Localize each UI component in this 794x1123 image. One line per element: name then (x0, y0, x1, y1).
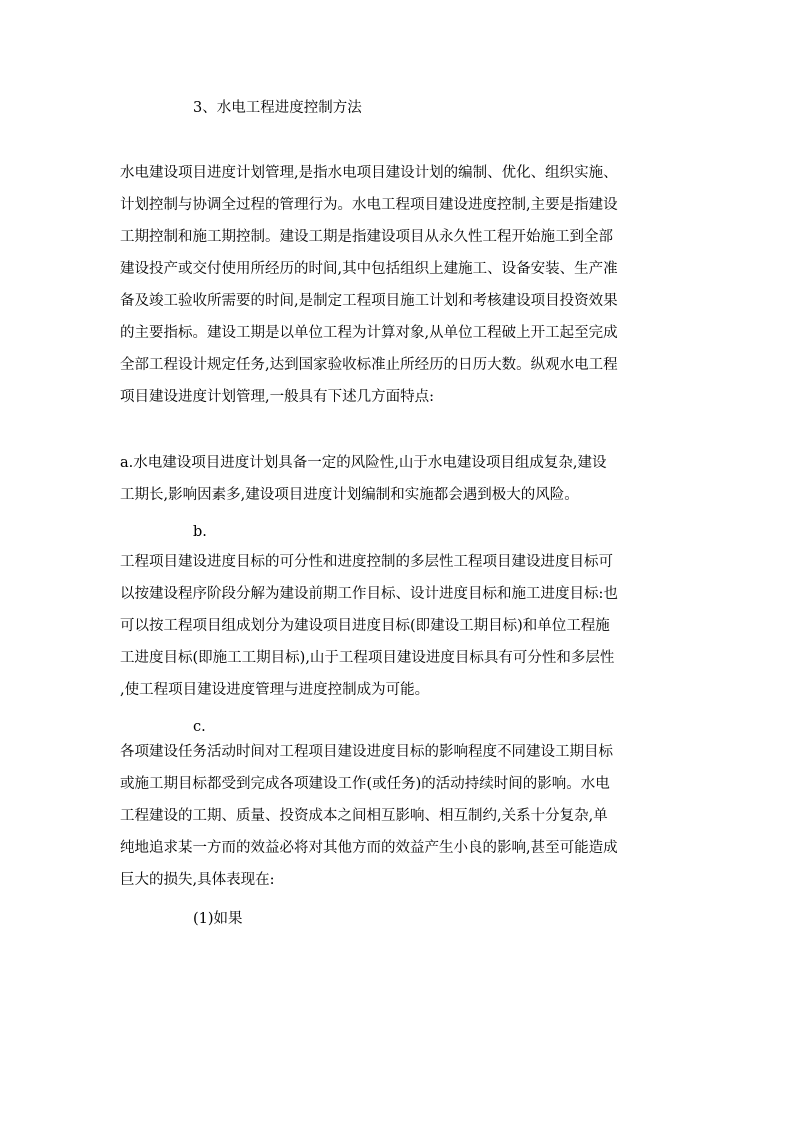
paragraph-1-line: 工期控制和施工期控制。建设工期是指建设项目从永久性工程开始施工到全部 (120, 229, 613, 245)
paragraph-1-line: 的主要指标。建设工期是以单位工程为计算对象,从单位工程破上开工起至完成 (120, 325, 618, 341)
item-a-line: 工期长,影响因素多,建设项目进度计划编制和实施都会遇到极大的风险。 (120, 487, 579, 503)
item-b-line: 工进度目标(即施工工期目标),山于工程项目建设进度目标具有可分性和多层性 (120, 650, 615, 666)
item-b-line: 工程项目建设进度目标的可分性和进度控制的多层性工程项目建设进度目标可 (120, 554, 613, 570)
item-1-line: (1)如果 (193, 911, 243, 927)
item-c-line: 巨大的损失,具体表现在: (120, 872, 275, 888)
item-c-line: 各项建设任务活动时间对工程项目建设进度目标的影响程度不同建设工期目标 (120, 744, 613, 760)
item-b-line: 可以按工程项目组成划分为建设项目进度目标(即建设工期目标)和单位工程施 (120, 618, 610, 634)
paragraph-1-line: 建设投产或交付使用所经历的时间,其中包括组织上建施工、设备安装、生产准 (120, 261, 618, 277)
item-c-marker: c. (193, 719, 206, 735)
paragraph-1-line: 计划控制与协调全过程的管理行为。水电工程项目建设进度控制,主要是指建设 (120, 197, 618, 213)
section-heading: 3、水电工程进度控制方法 (193, 100, 362, 116)
item-c-line: 纯地追求某一方而的效益必将对其他方而的效益产生小良的影响,甚至可能造成 (120, 840, 618, 856)
item-c-line: 或施工期目标都受到完成各项建设工作(或任务)的活动持续时间的影响。水电 (120, 776, 610, 792)
paragraph-1-line: 备及竣工验收所需要的时间,是制定工程项目施工计划和考核建设项目投资效果 (120, 293, 618, 309)
paragraph-1-line: 全部工程设计规定任务,达到国家验收标准止所经历的日历大数。纵观水电工程 (120, 357, 618, 373)
item-b-line: 以按建设程序阶段分解为建设前期工作目标、设计进度目标和施工进度目标:也 (120, 586, 618, 602)
item-a-line: a.水电建设项目进度计划具备一定的风险性,山于水电建设项目组成复杂,建设 (120, 455, 607, 471)
paragraph-1-line: 水电建设项目进度计划管理,是指水电项目建设计划的编制、优化、组织实施、 (120, 165, 618, 181)
paragraph-1-line: 项目建设进度计划管理,一般具有下述几方面特点: (120, 389, 434, 405)
item-b-marker: b. (193, 524, 207, 540)
item-c-line: 工程建设的工期、质量、投资成本之间相互影响、相互制约,关系十分复杂,单 (120, 808, 608, 824)
item-b-line: ,使工程项目建设进度管理与进度控制成为可能。 (120, 682, 430, 698)
